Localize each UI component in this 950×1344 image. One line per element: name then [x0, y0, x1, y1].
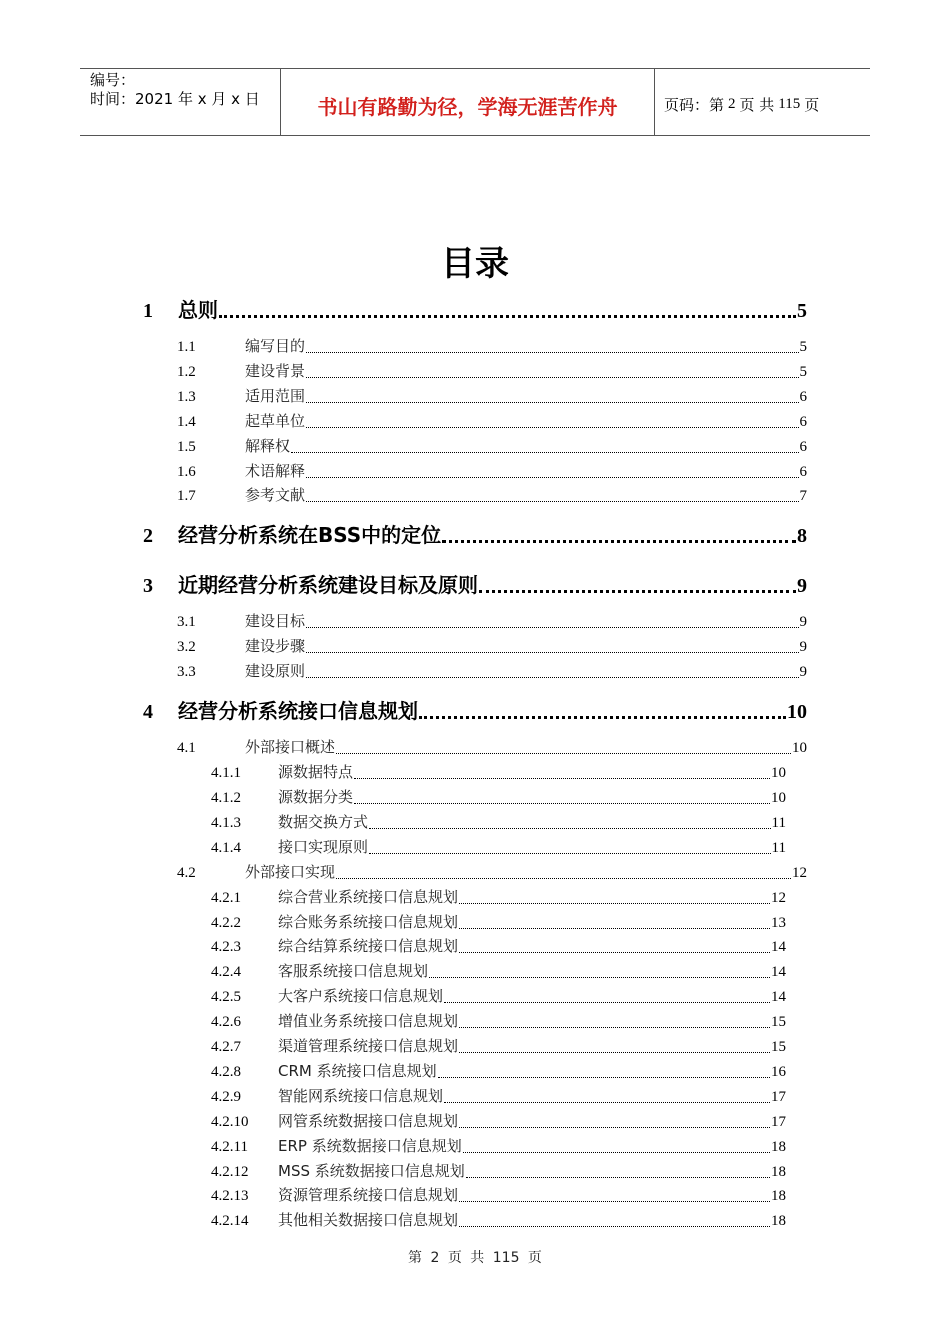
toc-entry-number: 4.1.1	[211, 765, 241, 782]
toc-entry-label: ERP 系统数据接口信息规划	[278, 1136, 462, 1155]
toc-entry-page: 10	[787, 701, 807, 724]
toc-leader-dots	[354, 778, 770, 779]
toc-entry-number: 4.2	[177, 864, 196, 881]
page-footer: 第 2 页 共 115 页	[408, 1250, 542, 1266]
toc-entry-label: 建设步骤	[245, 637, 306, 656]
toc-entry-number: 3.2	[177, 639, 196, 656]
toc-leader-dots	[459, 928, 770, 929]
toc-entry-number: 1.6	[177, 463, 196, 480]
toc-entry-number: 4.2.10	[211, 1113, 249, 1130]
toc-entry-number: 4.1.2	[211, 790, 241, 806]
toc-entry-page: 15	[771, 1039, 786, 1055]
toc-leader-dots	[306, 477, 798, 478]
toc-entry-level3[interactable]	[211, 886, 786, 907]
toc-leader-dots	[369, 828, 771, 829]
toc-entry-number: 4.2.3	[211, 939, 241, 956]
toc-entry-level2[interactable]	[177, 410, 807, 431]
toc-entry-number: 4.1	[177, 740, 196, 757]
toc-leader-dots	[306, 427, 798, 428]
toc-entry-level3[interactable]	[211, 1085, 786, 1106]
toc-entry-level3[interactable]	[211, 935, 786, 956]
toc-entry-label: 综合营业系统接口信息规划	[278, 887, 459, 906]
toc-entry-page: 18	[771, 1163, 786, 1180]
toc-leader-dots	[306, 352, 798, 353]
toc-leader-dots	[459, 1226, 770, 1227]
toc-entry-page: 6	[799, 438, 807, 455]
toc-entry-number: 3	[143, 575, 153, 598]
toc-entry-label: 总则	[178, 298, 218, 322]
toc-entry-level3[interactable]	[211, 985, 786, 1006]
toc-entry-page: 8	[797, 525, 807, 548]
toc-leader-dots	[306, 377, 798, 378]
toc-entry-page: 17	[771, 1113, 786, 1130]
toc-entry-number: 4.2.4	[211, 964, 241, 981]
toc-entry-page: 6	[799, 388, 807, 405]
toc-leader-dots	[306, 402, 798, 403]
toc-entry-number: 1.2	[177, 363, 196, 380]
toc-entry-level2[interactable]	[177, 335, 807, 356]
toc-leader-dots	[442, 540, 796, 543]
toc-entry-level1[interactable]	[143, 294, 807, 323]
toc-leader-dots	[479, 590, 796, 593]
toc-leader-dots	[336, 878, 791, 879]
toc-entry-page: 14	[771, 939, 786, 956]
toc-entry-number: 4.2.8	[211, 1063, 241, 1080]
toc-entry-level3[interactable]	[211, 1209, 786, 1230]
toc-entry-label: 综合结算系统接口信息规划	[278, 937, 459, 956]
toc-leader-dots	[444, 1102, 770, 1103]
toc-entry-number: 1.4	[177, 413, 196, 430]
toc-entry-label: 起草单位	[245, 411, 306, 430]
toc-entry-level2[interactable]	[177, 861, 807, 882]
toc-entry-label: 外部接口实现	[245, 862, 336, 881]
toc-leader-dots	[306, 652, 798, 653]
toc-entry-level3[interactable]	[211, 1184, 786, 1205]
toc-entry-page: 9	[799, 664, 807, 681]
toc-entry-label: 数据交换方式	[278, 812, 369, 831]
toc-entry-label: 源数据分类	[278, 788, 354, 806]
toc-entry-level2[interactable]	[177, 635, 807, 656]
toc-entry-label: 建设目标	[245, 612, 306, 631]
toc-entry-page: 11	[771, 839, 786, 856]
toc-entry-page: 10	[792, 740, 807, 757]
toc-entry-label: 建设背景	[245, 361, 306, 380]
header-meta	[80, 69, 281, 135]
header-page-info	[655, 69, 870, 135]
toc-leader-dots	[463, 1152, 770, 1153]
toc-leader-dots	[459, 903, 770, 904]
toc-entry-number: 4.2.2	[211, 914, 241, 931]
toc-entry-number: 4.2.6	[211, 1014, 241, 1031]
toc-leader-dots	[306, 627, 798, 628]
toc-entry-label: 其他相关数据接口信息规划	[278, 1211, 459, 1230]
toc-entry-page: 5	[799, 339, 807, 355]
page-total: 115	[778, 95, 801, 112]
toc-entry-page: 6	[799, 413, 807, 430]
toc-title: 目录	[441, 244, 509, 284]
toc-entry-level2[interactable]	[177, 435, 807, 456]
toc-entry-page: 13	[771, 914, 786, 931]
toc-leader-dots	[429, 977, 770, 978]
toc-entry-level1[interactable]	[143, 569, 807, 598]
toc-entry-number: 4.2.9	[211, 1088, 241, 1105]
toc-leader-dots	[444, 1002, 770, 1003]
toc-entry-label: 客服系统接口信息规划	[278, 962, 429, 981]
toc-entry-number: 4.2.5	[211, 989, 241, 1006]
toc-entry-level3[interactable]	[211, 1010, 786, 1031]
toc-entry-level2[interactable]	[177, 610, 807, 631]
toc-leader-dots	[306, 501, 798, 502]
toc-entry-level3[interactable]	[211, 911, 786, 932]
toc-entry-number: 3.3	[177, 664, 196, 681]
toc-leader-dots	[336, 753, 791, 754]
toc-leader-dots	[438, 1077, 770, 1078]
toc-entry-level3[interactable]	[211, 1035, 786, 1056]
toc-entry-label: 解释权	[245, 436, 291, 455]
toc-leader-dots	[459, 1127, 770, 1128]
toc-entry-page: 9	[799, 639, 807, 656]
toc-entry-level2[interactable]	[177, 385, 807, 406]
toc-entry-label: MSS 系统数据接口信息规划	[278, 1161, 465, 1180]
toc-entry-number: 4.2.14	[211, 1213, 249, 1230]
toc-entry-level3[interactable]	[211, 761, 786, 782]
toc-entry-page: 10	[771, 790, 786, 806]
toc-entry-number: 4.2.11	[211, 1138, 248, 1155]
page-mid: 页 共	[739, 95, 775, 114]
toc-entry-page: 5	[797, 300, 807, 322]
toc-entry-label: 经营分析系统在BSS中的定位	[178, 523, 442, 548]
toc-entry-level2[interactable]	[177, 460, 807, 481]
toc-entry-level2[interactable]	[177, 484, 807, 505]
toc-entry-number: 4.1.3	[211, 814, 241, 831]
toc-entry-level3[interactable]	[211, 836, 786, 857]
toc-entry-number: 4.1.4	[211, 839, 241, 856]
toc-entry-label: 参考文献	[245, 486, 306, 505]
toc-entry-number: 4	[143, 701, 153, 724]
time-label: 时间：2021 年 x 月 x 日	[90, 90, 260, 108]
toc-entry-label: 智能网系统接口信息规划	[278, 1086, 444, 1105]
toc-entry-label: 网管系统数据接口信息规划	[278, 1111, 459, 1130]
toc-entry-number: 1.7	[177, 488, 196, 505]
toc-entry-page: 14	[771, 964, 786, 981]
toc-entry-level3[interactable]	[211, 960, 786, 981]
toc-leader-dots	[459, 1027, 770, 1028]
code-label: 编号：	[90, 71, 136, 89]
toc-entry-page: 18	[771, 1188, 786, 1205]
toc-entry-level3[interactable]	[211, 811, 786, 832]
toc-leader-dots	[219, 315, 796, 318]
toc-entry-page: 14	[771, 989, 786, 1006]
toc-entry-level1[interactable]	[143, 519, 807, 548]
toc-entry-page: 18	[771, 1138, 786, 1155]
toc-entry-number: 1.5	[177, 438, 196, 455]
toc-entry-label: 外部接口概述	[245, 738, 336, 757]
toc-entry-label: 编写目的	[245, 337, 306, 355]
toc-entry-number: 4.2.1	[211, 889, 241, 906]
toc-entry-page: 9	[797, 575, 807, 598]
toc-leader-dots	[466, 1177, 770, 1178]
toc-entry-label: 近期经营分析系统建设目标及原则	[178, 573, 478, 598]
toc-entry-page: 7	[799, 488, 807, 505]
toc-entry-number: 1.1	[177, 339, 196, 355]
header-motto: 书山有路勤为径，学海无涯苦作舟	[281, 69, 655, 135]
toc-entry-number: 2	[143, 525, 153, 548]
toc-entry-label: 源数据特点	[278, 763, 354, 782]
toc-entry-label: 综合账务系统接口信息规划	[278, 912, 459, 931]
toc-entry-level2[interactable]	[177, 736, 807, 757]
toc-entry-page: 12	[771, 889, 786, 906]
toc-leader-dots	[306, 677, 798, 678]
toc-entry-label: 适用范围	[245, 386, 306, 405]
toc-entry-page: 6	[799, 463, 807, 480]
toc-leader-dots	[291, 452, 798, 453]
toc-entry-page: 10	[771, 765, 786, 782]
page-suffix: 页	[804, 95, 820, 114]
toc-entry-page: 18	[771, 1213, 786, 1230]
toc-entry-label: 术语解释	[245, 461, 306, 480]
toc-entry-number: 1	[143, 300, 153, 322]
toc-entry-page: 16	[771, 1063, 786, 1080]
toc-entry-level1[interactable]	[143, 695, 807, 724]
toc-leader-dots	[459, 952, 770, 953]
toc-leader-dots	[419, 716, 786, 719]
toc-entry-page: 12	[792, 864, 807, 881]
toc-entry-level3[interactable]	[211, 1110, 786, 1131]
toc-entry-level3[interactable]	[211, 1060, 786, 1081]
toc-entry-label: 渠道管理系统接口信息规划	[278, 1037, 459, 1055]
toc-entry-label: 大客户系统接口信息规划	[278, 987, 444, 1006]
document-header	[80, 68, 870, 136]
toc-entry-number: 3.1	[177, 614, 196, 631]
toc-entry-page: 5	[799, 363, 807, 380]
toc-entry-level2[interactable]	[177, 360, 807, 381]
toc-entry-level3[interactable]	[211, 1135, 786, 1156]
toc-entry-number: 4.2.13	[211, 1188, 249, 1205]
page-current: 2	[728, 95, 736, 112]
page-prefix: 页码：第	[664, 95, 725, 114]
toc-leader-dots	[459, 1201, 770, 1202]
toc-entry-label: 经营分析系统接口信息规划	[178, 699, 418, 724]
toc-entry-page: 17	[771, 1088, 786, 1105]
toc-entry-page: 9	[799, 614, 807, 631]
toc-entry-number: 4.2.12	[211, 1163, 249, 1180]
toc-entry-level3[interactable]	[211, 786, 786, 807]
toc-entry-page: 11	[771, 814, 786, 831]
toc-entry-level3[interactable]	[211, 1160, 786, 1181]
toc-entry-label: 资源管理系统接口信息规划	[278, 1186, 459, 1205]
toc-entry-label: 增值业务系统接口信息规划	[278, 1012, 459, 1031]
toc-leader-dots	[459, 1052, 770, 1053]
toc-entry-level2[interactable]	[177, 660, 807, 681]
toc-entry-page: 15	[771, 1014, 786, 1031]
toc-entry-number: 4.2.7	[211, 1039, 241, 1055]
toc-leader-dots	[354, 803, 770, 804]
toc-entry-label: 建设原则	[245, 662, 306, 681]
toc-entry-label: 接口实现原则	[278, 837, 369, 856]
toc-leader-dots	[369, 853, 771, 854]
toc-entry-number: 1.3	[177, 388, 196, 405]
toc-entry-label: CRM 系统接口信息规划	[278, 1061, 437, 1080]
